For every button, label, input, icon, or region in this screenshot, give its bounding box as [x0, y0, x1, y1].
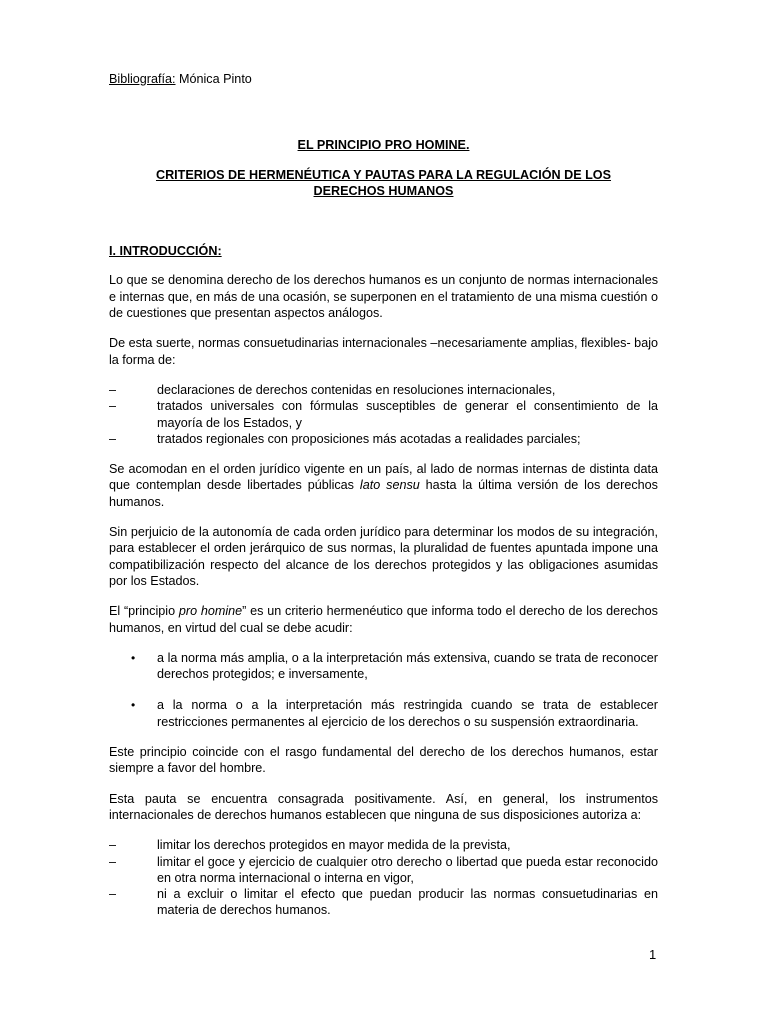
list-item: [109, 886, 658, 919]
dash-marker: –: [109, 382, 117, 397]
list-item: [109, 431, 658, 447]
dash-marker: –: [109, 854, 117, 869]
paragraph-3-text: Se acomodan en el orden jurídico vigente en un país, al lado de normas internas de distinta data que contemplan desde libertades públicas: [109, 462, 658, 493]
list-item: [109, 837, 658, 853]
latin-term: lato sensu: [359, 478, 420, 493]
dash-marker: –: [109, 399, 117, 414]
paragraph-7: Esta pauta se encuentra consagrada positivamente. Así, en general, los instrumentos internacionales de derechos humanos establecen que ninguna de sus disposiciones autoriza a:: [109, 791, 658, 822]
bibliography-label: Bibliografía:: [109, 72, 176, 86]
bullet-marker: •: [131, 650, 136, 665]
bibliography-author: Mónica Pinto: [175, 72, 252, 86]
list-item: [109, 697, 658, 730]
dash-marker: –: [109, 838, 117, 853]
paragraph-3: [109, 461, 658, 510]
list-item-text: declaraciones de derechos contenidas en resoluciones internacionales,: [157, 382, 556, 397]
list-item-text: ni a excluir o limitar el efecto que puedan producir las normas consuetudinarias en materia de derechos humanos.: [157, 887, 658, 918]
paragraph-1: Lo que se denomina derecho de los derechos humanos es un conjunto de normas internacionales e internas que, en más de una ocasión, se superponen en el tratamiento de una misma cuestión o de cuestiones que presentan aspectos análogos.: [109, 273, 658, 321]
dash-list-sources: [109, 382, 658, 447]
paragraph-2: De esta suerte, normas consuetudinarias internacionales –necesariamente amplias, flexibles- bajo la forma de:: [109, 336, 658, 367]
principle-term: pro homine: [178, 604, 243, 619]
list-item: [109, 398, 658, 431]
document-subtitle: CRITERIOS DE HERMENÉUTICA Y PAUTAS PARA LA REGULACIÓN DE LOS DERECHOS HUMANOS: [155, 167, 612, 198]
list-item-text: limitar el goce y ejercicio de cualquier otro derecho o libertad que pueda estar reconocido en otra norma internacional o interna en vigor,: [157, 854, 658, 885]
paragraph-5-text-end: ” es un criterio hermenéutico que informa todo el derecho de los derechos humanos, en virtud del cual se debe acudir:: [109, 604, 658, 635]
list-item-text: tratados universales con fórmulas susceptibles de generar el consentimiento de la mayoría de los Estados, y: [157, 399, 658, 430]
document-title: EL PRINCIPIO PRO HOMINE.: [297, 138, 470, 153]
bibliography-line: [109, 71, 658, 87]
paragraph-5-text: El “principio: [109, 604, 179, 619]
dash-marker: –: [109, 431, 117, 446]
page-number: 1: [649, 947, 657, 962]
paragraph-5: [109, 603, 658, 636]
list-item-text: a la norma o a la interpretación más restringida cuando se trata de establecer restricciones permanentes al ejercicio de los derechos o su suspensión extraordinaria.: [157, 698, 658, 729]
paragraph-4: Sin perjuicio de la autonomía de cada orden jurídico para determinar los modos de su integración, para establecer el orden jerárquico de sus normas, la pluralidad de fuentes apuntada impone una compatibilización respecto del alcance de los derechos protegidos y las obligaciones asumidas por los Estados.: [109, 525, 658, 588]
document-page: [109, 71, 658, 919]
dash-list-limits: [109, 837, 658, 918]
list-item-text: limitar los derechos protegidos en mayor medida de la prevista,: [157, 838, 511, 853]
list-item: [109, 854, 658, 887]
paragraph-6: Este principio coincide con el rasgo fundamental del derecho de los derechos humanos, estar siempre a favor del hombre.: [109, 745, 658, 776]
list-item-text: a la norma más amplia, o a la interpretación más extensiva, cuando se trata de reconocer derechos protegidos; e inversamente,: [157, 650, 658, 682]
list-item: [109, 382, 658, 398]
section-heading: I. INTRODUCCIÓN:: [109, 244, 222, 259]
paragraph-3-text-end: hasta la última versión de los derechos humanos.: [109, 478, 658, 509]
bullet-list-criteria: [109, 650, 658, 730]
list-item: [109, 650, 658, 683]
list-item-text: tratados regionales con proposiciones más acotadas a realidades parciales;: [157, 431, 581, 446]
dash-marker: –: [109, 887, 117, 902]
bullet-marker: •: [131, 698, 136, 713]
